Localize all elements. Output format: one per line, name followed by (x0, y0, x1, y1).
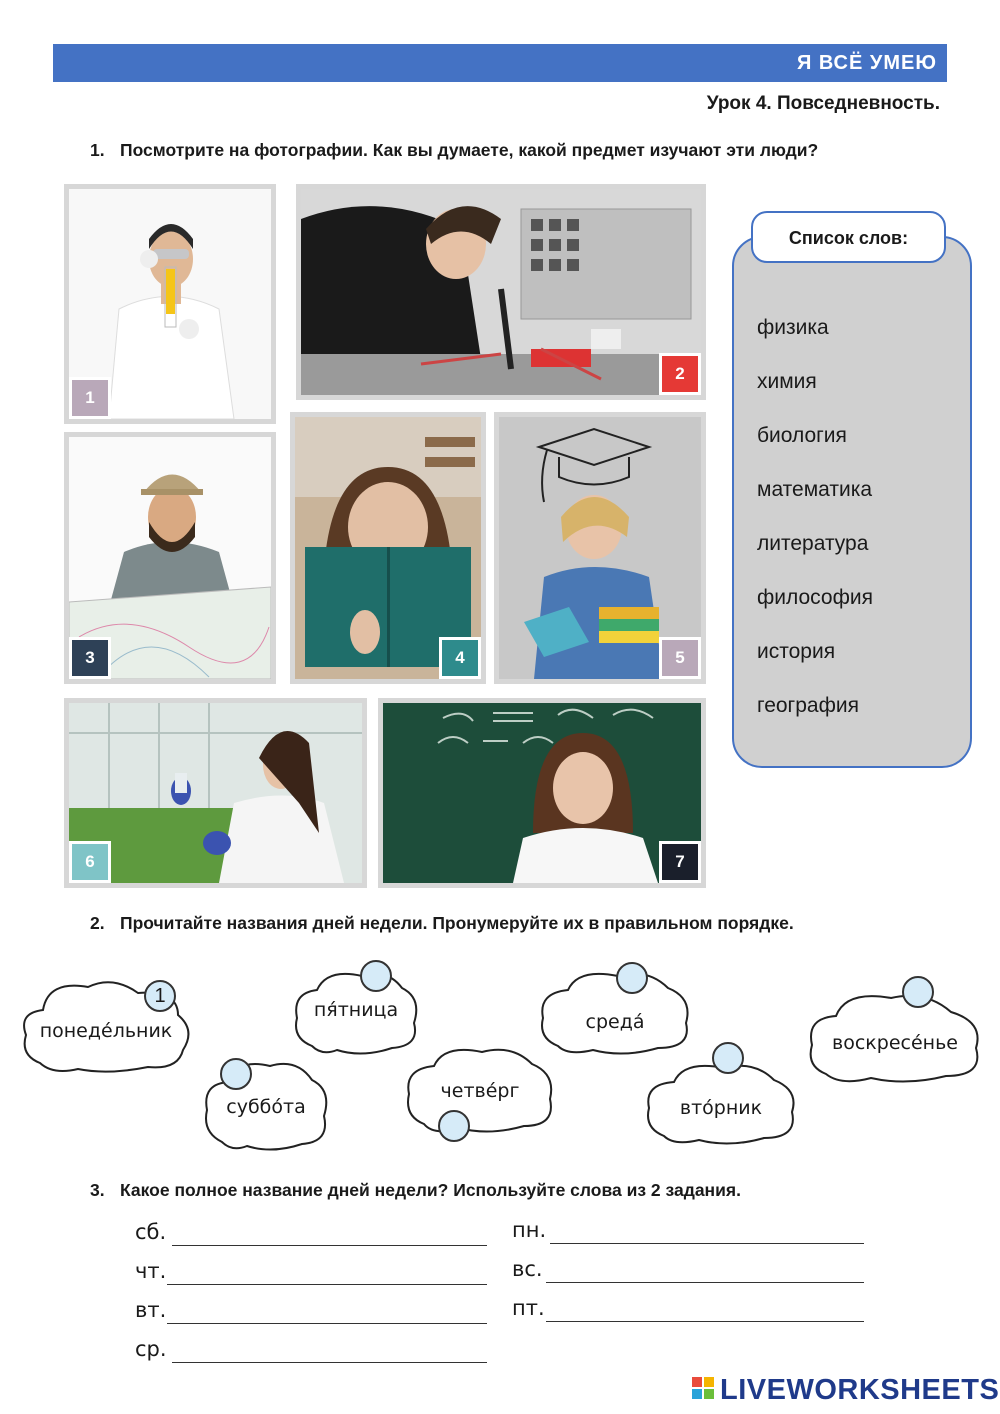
cloud-label: воскресе́нье (832, 1032, 958, 1054)
answer-line[interactable] (167, 1284, 487, 1285)
task-3-text: Какое полное название дней недели? Используйте слова из 2 задания. (120, 1180, 741, 1200)
photo-1 (64, 184, 276, 424)
liveworksheets-logo (692, 1374, 999, 1407)
photo-6 (64, 698, 367, 888)
task-1-text: Посмотрите на фотографии. Как вы думаете, какой предмет изучают эти люди? (120, 140, 819, 160)
answer-line[interactable] (546, 1321, 864, 1322)
word-list-item[interactable]: математика (757, 478, 873, 501)
word-list-item[interactable]: философия (757, 586, 873, 609)
fill-row-abbr: пн. (512, 1218, 547, 1242)
answer-circle-thursday[interactable] (438, 1110, 470, 1142)
photo-3-badge: 3 (69, 637, 111, 679)
fill-row-abbr: пт. (512, 1296, 545, 1320)
task-1-number: 1. (90, 140, 105, 160)
answer-line[interactable] (172, 1245, 487, 1246)
photo-7 (378, 698, 706, 888)
photo-3 (64, 432, 276, 684)
fill-row-abbr: сб. (135, 1220, 167, 1244)
photo-7-scene (383, 703, 701, 883)
answer-circle-saturday[interactable] (220, 1058, 252, 1090)
fill-row-abbr: чт. (135, 1259, 167, 1283)
task-2-text: Прочитайте названия дней недели. Пронумеруйте их в правильном порядке. (120, 913, 794, 933)
answer-line[interactable] (167, 1323, 487, 1324)
word-list-item[interactable]: физика (757, 316, 829, 339)
fill-row (512, 1218, 864, 1248)
cloud-label: четве́рг (440, 1080, 520, 1102)
photo-6-badge: 6 (69, 841, 111, 883)
task-2-instruction (90, 913, 794, 934)
banner-title: Я ВСЁ УМЕЮ (796, 52, 937, 74)
cloud-sunday (806, 990, 984, 1086)
word-list-item[interactable]: история (757, 640, 836, 663)
cloud-thursday (404, 1044, 556, 1136)
cloud-tuesday (644, 1060, 798, 1146)
cloud-friday (292, 968, 420, 1056)
cloud-label: понеде́льник (39, 1020, 173, 1042)
word-list (757, 310, 873, 742)
fill-row (512, 1296, 864, 1326)
answer-line[interactable] (550, 1243, 864, 1244)
answer-circle-sunday[interactable] (902, 976, 934, 1008)
logo-tiles-icon (692, 1377, 716, 1401)
answer-circle-friday[interactable] (360, 960, 392, 992)
cloud-label: вто́рник (679, 1097, 763, 1119)
task-3-instruction (90, 1180, 741, 1201)
word-list-item[interactable]: химия (757, 370, 817, 393)
answer-circle-wednesday[interactable] (616, 962, 648, 994)
fill-row (135, 1298, 487, 1328)
photo-2-scene (301, 189, 701, 395)
cloud-label: среда́ (585, 1011, 645, 1033)
photo-5-badge: 5 (659, 637, 701, 679)
fill-row (512, 1257, 864, 1287)
lesson-title: Урок 4. Повседневность. (706, 93, 940, 114)
photo-4-badge: 4 (439, 637, 481, 679)
answer-circle-monday[interactable]: 1 (144, 980, 176, 1012)
task-1-instruction (90, 140, 818, 161)
task-3-number: 3. (90, 1180, 105, 1200)
fill-row (135, 1337, 487, 1367)
photo-4 (290, 412, 486, 684)
answer-line[interactable] (172, 1362, 487, 1363)
fill-row (135, 1220, 487, 1250)
header-banner (53, 44, 947, 82)
photo-7-badge: 7 (659, 841, 701, 883)
fill-row-abbr: вт. (135, 1298, 167, 1322)
fill-row (135, 1259, 487, 1289)
task-2-number: 2. (90, 913, 105, 933)
photo-6-scene (69, 703, 362, 883)
photo-5 (494, 412, 706, 684)
fill-row-abbr: вс. (512, 1257, 543, 1281)
photo-2-badge: 2 (659, 353, 701, 395)
word-list-item[interactable]: биология (757, 424, 847, 447)
cloud-label: суббо́та (226, 1096, 306, 1118)
word-list-item[interactable]: география (757, 694, 859, 717)
word-list-title: Список слов: (751, 211, 946, 263)
word-list-item[interactable]: литература (757, 532, 869, 555)
logo-text: LIVEWORKSHEETS (720, 1374, 1000, 1406)
fill-row-abbr: ср. (135, 1337, 167, 1361)
photo-1-badge: 1 (69, 377, 111, 419)
answer-circle-tuesday[interactable] (712, 1042, 744, 1074)
cloud-label: пя́тница (313, 999, 399, 1021)
photo-2 (296, 184, 706, 400)
answer-line[interactable] (546, 1282, 864, 1283)
cloud-wednesday (538, 968, 692, 1056)
